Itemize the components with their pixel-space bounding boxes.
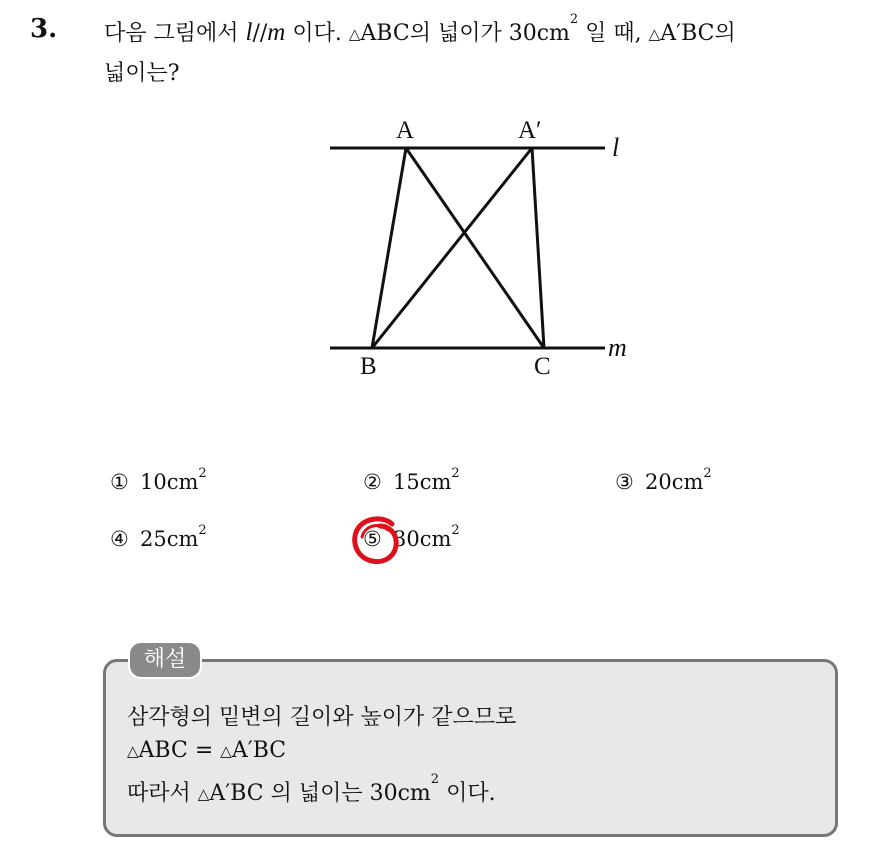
choice-3[interactable]: ③ $20cm^2$: [615, 466, 712, 494]
var-m: m: [267, 19, 286, 46]
parallel-symbol: //: [252, 21, 268, 46]
question-text-line2: 넓이는?: [104, 61, 180, 86]
label-A-prime: A′: [518, 117, 542, 144]
label-A: A: [396, 117, 415, 144]
choice-number: ⑤: [363, 527, 382, 551]
choice-number: ②: [363, 470, 382, 494]
explanation-tag: 해설: [128, 641, 202, 679]
segment-AC: [406, 148, 544, 348]
choice-number: ③: [615, 470, 634, 494]
choice-number: ④: [110, 527, 129, 551]
explanation-line3: 따라서 △A′BC 의 넓이는 $30cm^2$ 이다.: [127, 772, 496, 806]
explanation-line1: 삼각형의 밑변의 길이와 높이가 같으므로: [127, 705, 517, 730]
label-m: m: [608, 333, 627, 362]
choice-1[interactable]: ① $10cm^2$: [110, 466, 207, 494]
choice-number: ①: [110, 470, 129, 494]
choice-4[interactable]: ④ $25cm^2$: [110, 523, 207, 551]
label-B: B: [360, 353, 377, 380]
triangle-icon: △: [127, 742, 139, 760]
segment-A'B: [372, 148, 532, 348]
choice-5[interactable]: ⑤ $30cm^2$: [363, 523, 460, 551]
triangle-icon: △: [220, 742, 232, 760]
segment-A'C: [532, 148, 544, 348]
choice-2[interactable]: ② $15cm^2$: [363, 466, 460, 494]
explanation-line2: △ABC = △A′BC: [127, 738, 287, 763]
question-number: 3.: [30, 14, 58, 44]
triangle-icon: △: [197, 785, 210, 803]
var-l: l: [245, 19, 253, 46]
question-text: 다음 그림에서 l//m 이다. △ABC의 넓이가 $30cm^2$ 일 때, △A′BC의: [104, 12, 736, 46]
label-C: C: [534, 353, 551, 380]
label-l: l: [612, 133, 620, 162]
parallel-lines-figure: [310, 110, 670, 390]
triangle-icon: △: [348, 25, 361, 43]
answer-circle-mark: [348, 512, 404, 568]
segment-AB: [372, 148, 406, 348]
triangle-icon: △: [648, 25, 661, 43]
